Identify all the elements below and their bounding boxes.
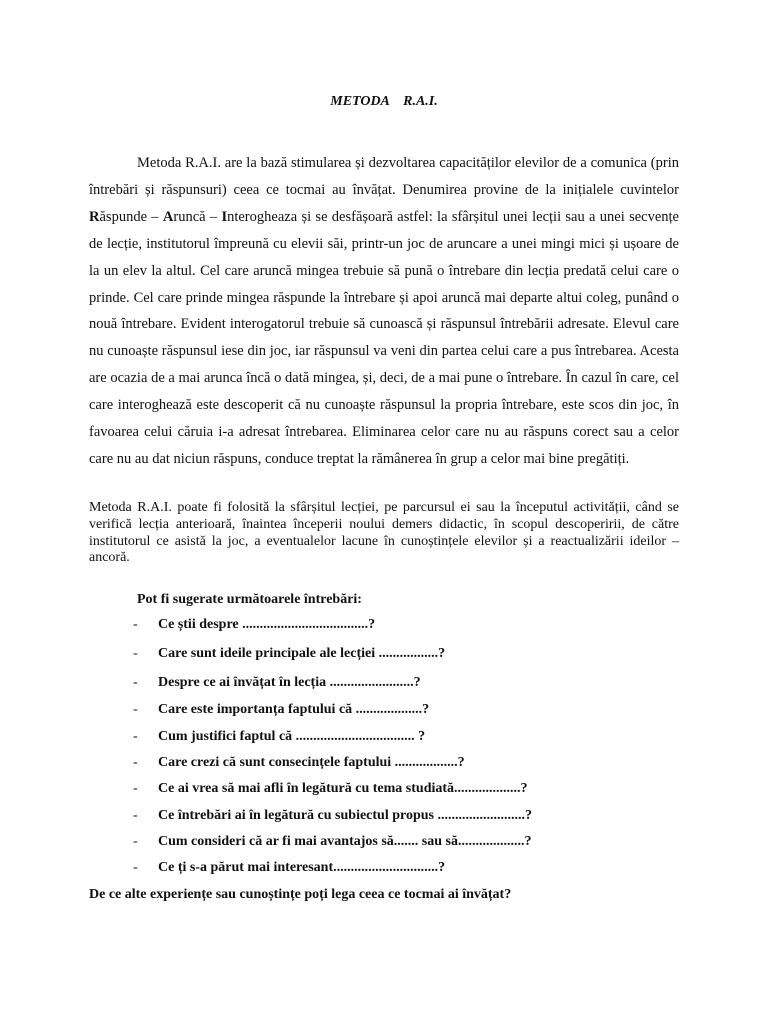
intro-text-part1: Metoda R.A.I. are la bază stimularea și dezvoltarea capacităților elevilor de a comunica (prin întrebări și răspunsuri) ceea ce tocmai au învățat. Denumirea provine de la inițialele cuvintelor [89, 155, 679, 198]
question-text: Cum justifici faptul că .................................. ? [158, 729, 426, 744]
question-text: Care sunt ideile principale ale lecției .................? [158, 646, 446, 661]
question-text: Ce știi despre ....................................? [158, 617, 376, 632]
question-item [0, 781, 700, 801]
intro-paragraph [89, 150, 679, 473]
word-arunca-rest: runcă – [173, 208, 222, 225]
question-item [0, 646, 700, 666]
questions-header: Pot fi sugerate următoarele întrebări: [137, 592, 362, 607]
list-dash: - [133, 702, 138, 717]
question-text: Ce întrebări ai în legătură cu subiectul propus .........................? [158, 808, 533, 823]
list-dash: - [133, 646, 138, 661]
closing-question: De ce alte experiențe sau cunoștințe poți lega ceea ce tocmai ai învățat? [89, 887, 512, 902]
word-raspunde-rest: ăspunde – [99, 208, 163, 225]
document-title: METODA R.A.I. [330, 94, 438, 109]
question-item [0, 675, 700, 695]
list-dash: - [133, 755, 138, 770]
question-item [0, 860, 700, 880]
intro-text-part2: nterogheaza și se desfășoară astfel: la sfârșitul unei lecții sau a unei secvențe de lecție, institutorul împreună cu elevii săi, printr-un joc de aruncare a unei mingi mici și ușoare de la un elev la altul. Cel care aruncă mingea trebuie să pună o întrebare din lecția predată celui care o prinde. Cel care prinde mingea răspunde la întrebare și apoi aruncă mai departe altui coleg, punând o nouă întrebare. Evident interogatorul trebuie să cunoască și răspunsul întrebării adresate. Elevul care nu cunoaște răspunsul iese din joc, iar răspunsul va veni din partea celui care a pus întrebarea. Acesta are ocazia de a mai arunca încă o dată mingea, și, deci, de a mai pune o întrebare. În cazul în care, cel care interoghează este descoperit că nu cunoaște răspunsul la propria întrebare, este scos din joc, în favoarea celui căruia i-a adresat întrebarea. Eliminarea celor care nu au răspuns corect sau a celor care nu au dat niciun răspuns, conduce treptat la rămânerea în grup a celor mai bine pregătiți. [89, 208, 679, 467]
letter-i: I [221, 208, 228, 225]
question-item [0, 729, 700, 749]
question-item [0, 755, 700, 775]
question-item [0, 702, 700, 722]
question-item [0, 808, 700, 828]
question-text: Ce ai vrea să mai afli în legătură cu tema studiată...................? [158, 781, 528, 796]
list-dash: - [133, 729, 138, 744]
list-dash: - [133, 675, 138, 690]
usage-paragraph: Metoda R.A.I. poate fi folosită la sfârșitul lecției, pe parcursul ei sau la începutul activității, când se verifică lecția anterioară, înaintea începerii noului demers didactic, în scopul descoperirii, de către institutorul ce asistă la joc, a eventualelor lacune în cunoștințele elevilor și a reactualizării ideilor – ancoră. [89, 500, 679, 566]
letter-r: R [89, 208, 100, 225]
list-dash: - [133, 617, 138, 632]
list-dash: - [133, 808, 138, 823]
list-dash: - [133, 860, 138, 875]
list-dash: - [133, 834, 138, 849]
question-text: Care crezi că sunt consecințele faptului ..................? [158, 755, 465, 770]
question-text: Cum consideri că ar fi mai avantajos să....... sau să...................? [158, 834, 532, 849]
question-item [0, 617, 700, 637]
letter-a: A [162, 208, 174, 225]
question-text: Care este importanța faptului că ...................? [158, 702, 430, 717]
question-text: Ce ți s-a părut mai interesant..............................? [158, 860, 446, 875]
question-text: Despre ce ai învățat în lecția ........................? [158, 675, 421, 690]
question-item [0, 834, 700, 854]
list-dash: - [133, 781, 138, 796]
